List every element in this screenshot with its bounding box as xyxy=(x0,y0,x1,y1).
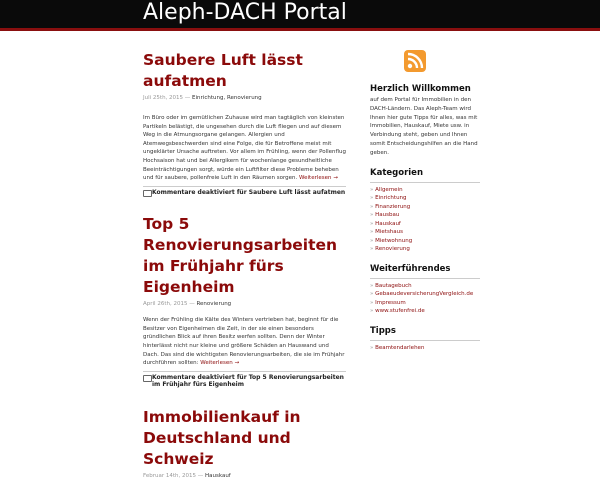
rss-feed-icon[interactable] xyxy=(404,50,426,72)
category-link[interactable]: » Hauskauf xyxy=(370,220,480,229)
post-categories[interactable]: Renovierung xyxy=(196,301,232,308)
post xyxy=(143,407,346,480)
post-title[interactable]: Saubere Luft lässt aufatmen xyxy=(143,51,303,90)
site-title[interactable]: Aleph-DACH Portal xyxy=(143,0,347,25)
post xyxy=(143,214,346,389)
welcome-text: auf dem Portal für Immobilien in den DACH-Ländern. Das Aleph-Team wird Ihnen hier gute Tipps für alles, was mit Immobilien, Hauskauf, Miete usw. in Verbindung steht, geben und Ihnen somit Entscheidungshilfen an die Hand geben. xyxy=(370,97,478,156)
post-excerpt xyxy=(143,316,346,368)
post-date: April 26th, 2015 xyxy=(143,301,188,308)
category-link[interactable]: » Mietshaus xyxy=(370,228,480,237)
widget-title: Herzlich Willkommen xyxy=(370,84,471,94)
post-title[interactable]: Immobilienkauf in Deutschland und Schweiz xyxy=(143,407,301,468)
category-link[interactable]: » Hausbau xyxy=(370,211,480,220)
category-link[interactable]: » Allgemein xyxy=(370,186,480,195)
category-link[interactable]: » Renovierung xyxy=(370,245,480,254)
comment-icon xyxy=(143,190,152,197)
category-link[interactable]: » Finanzierung xyxy=(370,203,480,212)
category-link[interactable]: » Einrichtung xyxy=(370,194,480,203)
post xyxy=(143,50,346,196)
post-footer xyxy=(143,371,346,389)
external-link[interactable]: » Impressum xyxy=(370,299,480,308)
links-list xyxy=(370,282,480,316)
site-header xyxy=(0,0,600,31)
post-date: Juli 25th, 2015 xyxy=(143,95,184,101)
post-categories[interactable]: Einrichtung, Renovierung xyxy=(192,95,262,101)
tips-list xyxy=(370,344,480,353)
categories-widget xyxy=(370,168,480,254)
category-link[interactable]: » Mietwohnung xyxy=(370,237,480,246)
post-meta: Februar 14th, 2015 — Hauskauf xyxy=(143,472,231,479)
tips-widget xyxy=(370,326,480,353)
post-footer xyxy=(143,186,346,197)
comments-disabled-text: Kommentare deaktiviert für Top 5 Renovierungsarbeiten im Frühjahr fürs Eigenheim xyxy=(152,373,344,389)
widget-title: Tipps xyxy=(370,325,396,336)
post-date: Februar 14th, 2015 xyxy=(143,472,196,479)
post-categories[interactable]: Hauskauf xyxy=(205,472,231,479)
welcome-widget xyxy=(370,84,480,158)
post-title[interactable]: Top 5 Renovierungsarbeiten im Frühjahr fürs Eigenheim xyxy=(143,215,338,297)
widget-divider xyxy=(370,278,480,279)
read-more-link[interactable]: Weiterlesen → xyxy=(200,360,240,367)
post-excerpt-text: Wenn der Frühling die Kälte des Winters vertrieben hat, beginnt für die Besitzer von Eigenheimen die Zeit, in der sie einen besonders gründlichen Blick auf ihren Besitz werfen sollten. Denn der Winter hinterlässt nicht nur kleine und größere Schäden an Hauswand und Dach. Das sind die wichtigsten Renovierungsarbeiten, die sie im Frühjahr durchführen sollten: xyxy=(143,317,345,367)
comment-icon xyxy=(143,375,152,382)
widget-title: Weiterführendes xyxy=(370,263,451,274)
sidebar xyxy=(370,50,480,352)
post-meta: Juli 25th, 2015 — Einrichtung, Renovierung xyxy=(143,95,262,101)
post-excerpt xyxy=(143,114,346,183)
links-widget xyxy=(370,264,480,316)
tip-link[interactable]: » Beamtendarlehen xyxy=(370,344,480,353)
external-link[interactable]: » Bautagebuch xyxy=(370,282,480,291)
comments-disabled-text: Kommentare deaktiviert für Saubere Luft lässt aufatmen xyxy=(152,188,346,196)
read-more-link[interactable]: Weiterlesen → xyxy=(299,175,338,182)
widget-divider xyxy=(370,340,480,341)
widget-title: Kategorien xyxy=(370,167,423,178)
post-meta: April 26th, 2015 — Renovierung xyxy=(143,301,232,308)
post-list xyxy=(143,50,346,498)
category-list xyxy=(370,186,480,254)
external-link[interactable]: » GebaeudeversicherungVergleich.de xyxy=(370,290,480,299)
widget-divider xyxy=(370,182,480,183)
external-link[interactable]: » www.stufenfrei.de xyxy=(370,307,480,316)
post-excerpt-text: Im Büro oder im gemütlichen Zuhause wird man tagtäglich von kleinsten Partikeln belästigt, die ungesehen durch die Luft fliegen und auf diesem Weg in die Atmungsorgane gelangen. Allergien und Atemwegsbeschwerden sind eine Folge, die für Betroffene meist mit ungeklärter Ursache auftreten. Vor allem im Frühling, wenn der Pollenflug Hochsaison hat und bei Allergikern für wochenlange gesundheitliche Beeinträchtigungen sorgt, würde ein Luftfilter diese Probleme beheben und für saubere, pollenfreie Luft in den Räumen sorgen. xyxy=(143,115,346,182)
